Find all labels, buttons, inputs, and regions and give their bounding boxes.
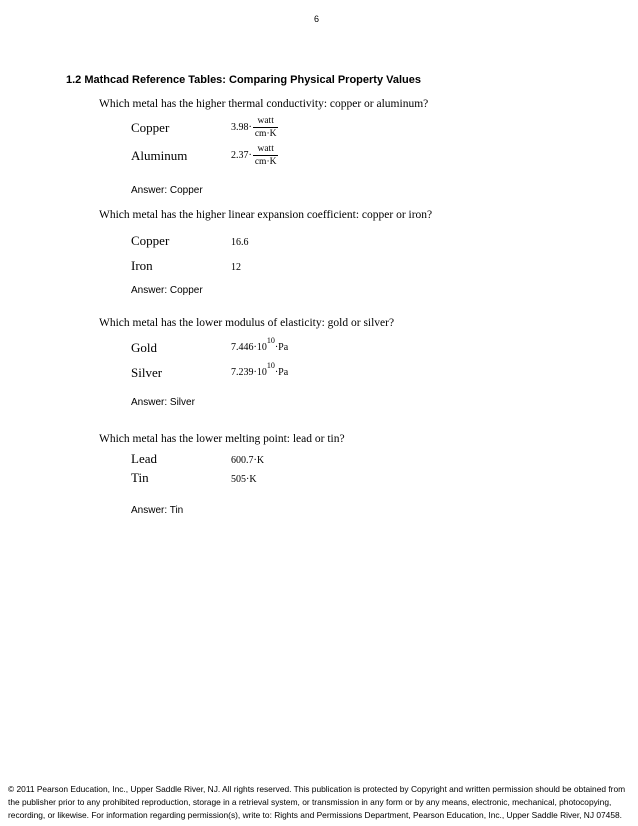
value-gold-modulus	[231, 335, 289, 353]
unit-numerator: watt	[253, 115, 279, 128]
metal-name-silver: Silver	[131, 365, 163, 380]
metal-name-lead: Lead	[131, 451, 157, 466]
value-mantissa: 7.446·10	[231, 342, 267, 353]
metal-name-gold: Gold	[131, 340, 157, 355]
metal-name-iron: Iron	[131, 258, 153, 273]
question-thermal-conductivity: Which metal has the higher thermal conductivity: copper or aluminum?	[99, 98, 429, 110]
unit-denominator: cm·K	[254, 129, 277, 139]
metal-name-copper: Copper	[131, 120, 170, 135]
value-coefficient: 2.37·	[231, 150, 252, 161]
answer-modulus-elasticity: Answer: Silver	[131, 397, 195, 408]
unit-numerator: watt	[253, 143, 279, 156]
question-melting-point: Which metal has the lower melting point: lead or tin?	[99, 433, 345, 445]
value-tin-melting: 505·K	[231, 474, 257, 485]
answer-thermal-conductivity: Answer: Copper	[131, 185, 203, 196]
value-iron-expansion: 12	[231, 262, 241, 273]
question-linear-expansion: Which metal has the higher linear expansion coefficient: copper or iron?	[99, 209, 433, 221]
copyright-footer: © 2011 Pearson Education, Inc., Upper Saddle River, NJ. All rights reserved. This publication is protected by Copyright and written permission should be obtained from the publisher prior to any prohibited reproduction, storage in a retrieval system, or transmission in any form or by any means, electronic, mechanical, photocopying, recording, or likewise. For information regarding permission(s), write to: Rights and Permissions Department, Pearson Education, Inc., Upper Saddle River, NJ 07458.	[8, 784, 626, 820]
question-modulus-elasticity: Which metal has the lower modulus of elasticity: gold or silver?	[99, 317, 395, 329]
answer-melting-point: Answer: Tin	[131, 505, 184, 516]
unit-denominator: cm·K	[254, 157, 277, 167]
page-number: 6	[314, 14, 320, 24]
value-silver-modulus	[231, 360, 289, 378]
answer-linear-expansion: Answer: Copper	[131, 285, 203, 296]
value-unit: ·Pa	[274, 367, 289, 378]
value-exponent: 10	[266, 360, 275, 370]
value-lead-melting: 600.7·K	[231, 455, 265, 466]
metal-name-copper: Copper	[131, 233, 170, 248]
value-aluminum-thermal	[231, 143, 278, 168]
section-title: 1.2 Mathcad Reference Tables: Comparing Physical Property Values	[66, 74, 421, 86]
value-exponent: 10	[266, 335, 275, 345]
unit-fraction	[253, 143, 279, 168]
value-copper-thermal	[231, 115, 278, 140]
value-coefficient: 3.98·	[231, 122, 252, 133]
value-unit: ·Pa	[274, 342, 289, 353]
value-mantissa: 7.239·10	[231, 367, 267, 378]
unit-fraction	[253, 115, 279, 140]
value-copper-expansion: 16.6	[231, 237, 249, 248]
metal-name-tin: Tin	[131, 470, 149, 485]
metal-name-aluminum: Aluminum	[131, 148, 188, 163]
